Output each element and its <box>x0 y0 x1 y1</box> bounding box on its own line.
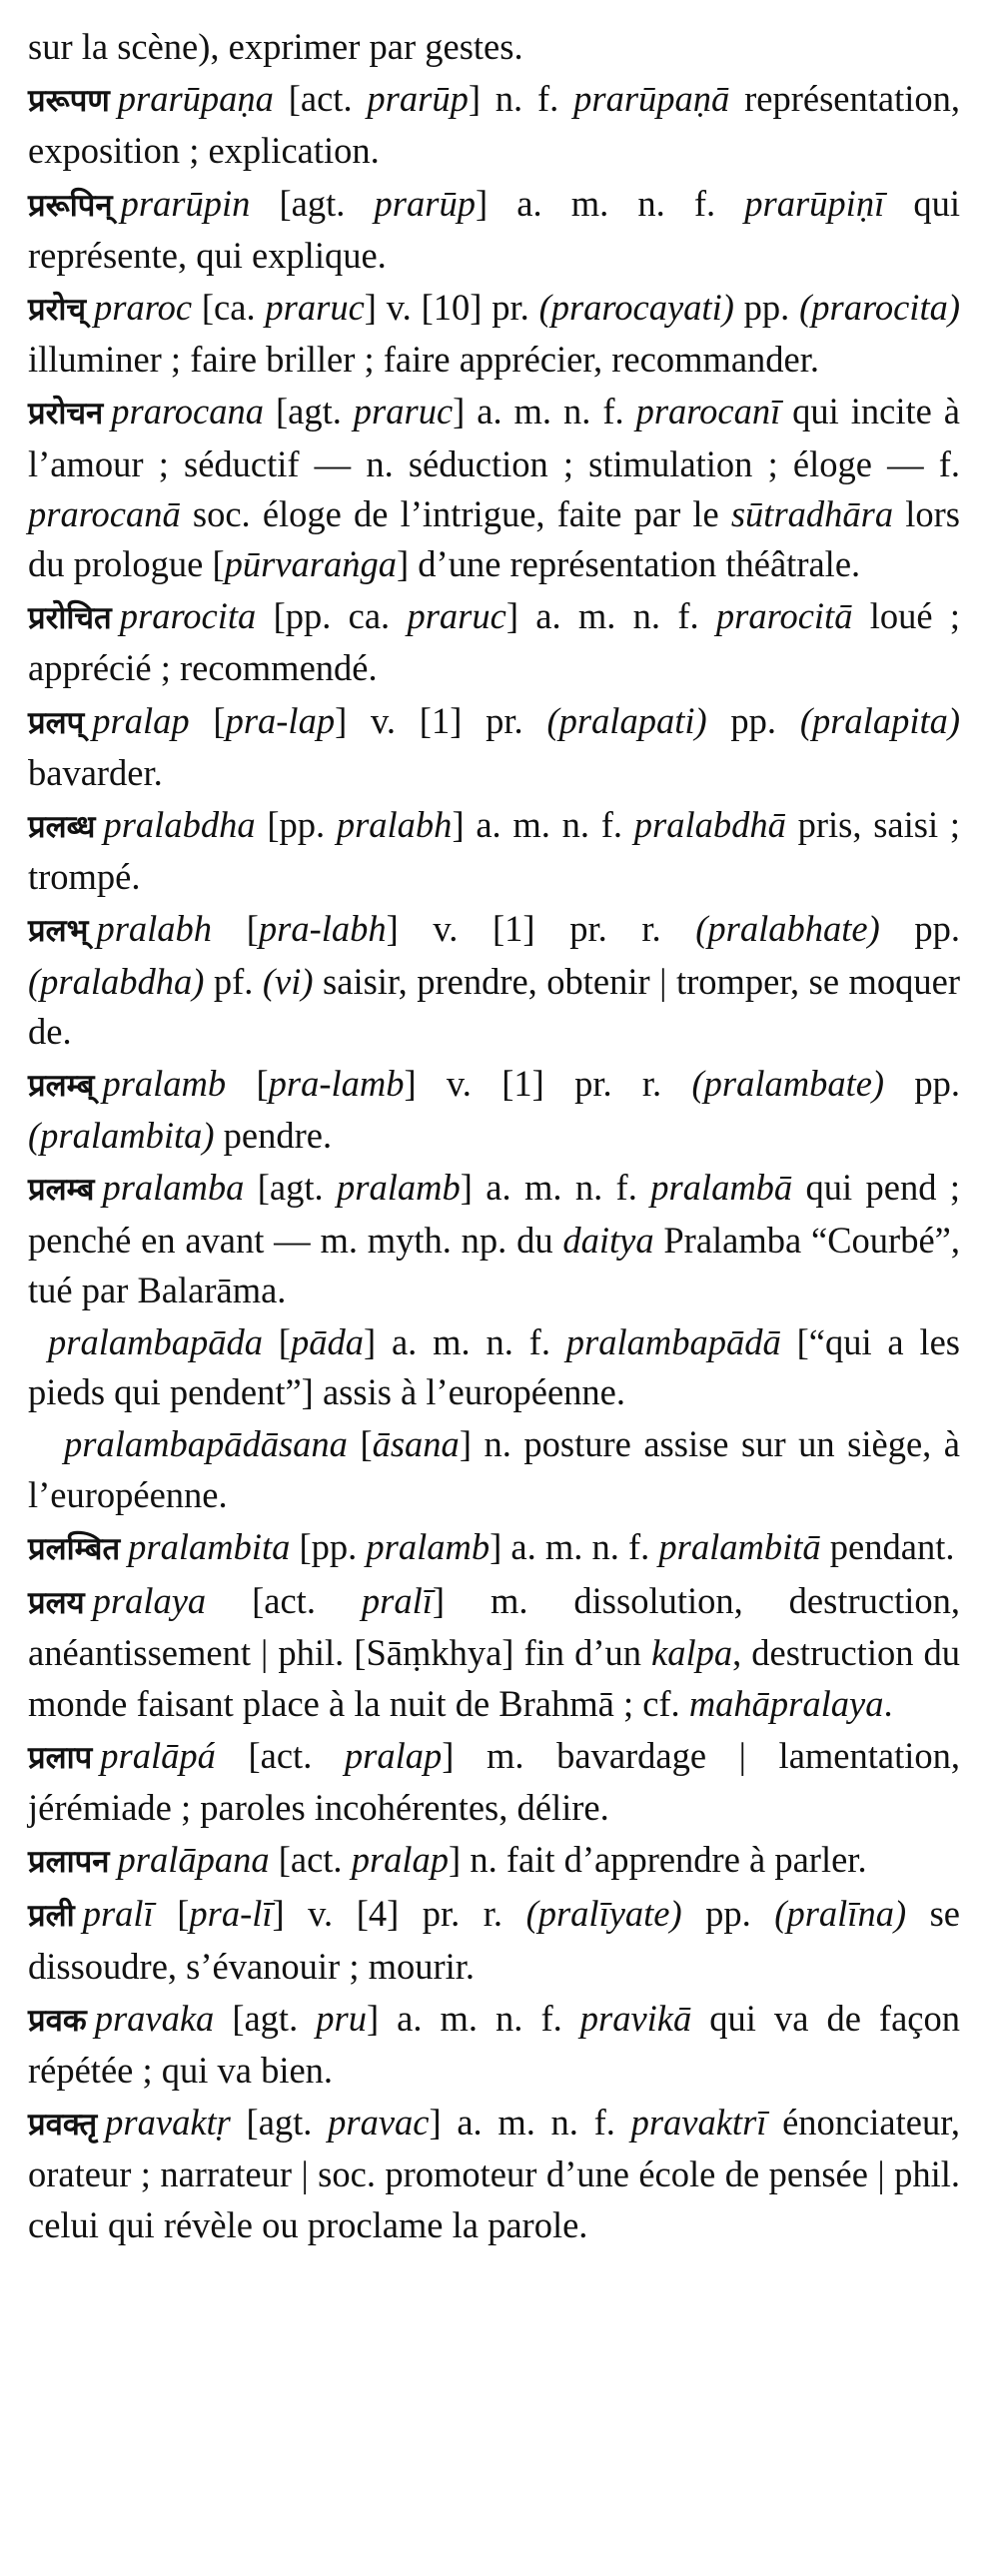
italic-term: (pralīna) <box>774 1893 907 1935</box>
entry-text: [act. <box>273 78 368 120</box>
italic-term: pralamb <box>337 1167 461 1209</box>
italic-term: prarūpaṇa <box>117 78 274 120</box>
entry-text: [“qui a les pieds qui pendent”] assis à l’européenne. <box>28 1321 961 1413</box>
entry-text: pris, saisi ; trompé. <box>28 804 960 898</box>
entry-text: pf. <box>204 960 263 1002</box>
dictionary-entry <box>28 800 960 902</box>
italic-term: pru <box>316 1997 367 2039</box>
italic-term: pralamba <box>102 1167 245 1209</box>
headword-devanagari: प्रलम्ब् <box>28 1068 95 1105</box>
entry-text: , destruction du monde faisant place à la nuit de Brahmā ; cf. <box>28 1632 960 1724</box>
italic-term: pralāpá <box>100 1734 216 1776</box>
italic-term: pralambapādā <box>565 1321 781 1363</box>
dictionary-entry <box>28 1994 960 2096</box>
italic-term: prarūpin <box>120 182 251 224</box>
italic-term: pralap <box>351 1839 450 1881</box>
entry-text: représentation, exposition ; explication. <box>28 78 960 172</box>
entry-text: [pp. <box>255 804 337 846</box>
dictionary-entry <box>28 591 960 693</box>
entry-text: ] a. m. n. f. <box>366 1997 580 2039</box>
dictionary-entry <box>28 387 960 589</box>
entry-text: ] a. m. n. f. <box>453 391 636 432</box>
italic-term: pra-lap <box>225 699 336 741</box>
entry-text: pp. <box>884 1063 960 1105</box>
dictionary-entry <box>28 74 960 176</box>
italic-term: pralamb <box>102 1063 227 1105</box>
sub-entry <box>28 1419 960 1519</box>
dictionary-entry <box>28 696 960 798</box>
italic-term: pralāpana <box>117 1839 270 1881</box>
italic-term: (prarocayati) <box>538 287 734 329</box>
entry-text: ] v. [1] pr. r. <box>404 1063 692 1105</box>
dictionary-entry <box>28 904 960 1057</box>
entry-text: qui incite à l’amour ; séductif — n. séduction ; stimulation ; éloge — f. <box>28 391 961 484</box>
italic-term: pralamb <box>366 1525 491 1567</box>
entry-text: se dissoudre, s’évanouir ; mourir. <box>28 1893 961 1987</box>
entry-text: ] a. m. n. f. <box>363 1321 566 1363</box>
entry-text: ] v. [4] pr. r. <box>272 1893 526 1935</box>
entry-text: ] v. [10] pr. <box>364 287 539 329</box>
dictionary-entry <box>28 283 960 385</box>
italic-term: pralambapādāsana <box>64 1423 348 1465</box>
entry-text: Pralamba “Courbé”, tué par Balarāma. <box>28 1219 960 1310</box>
entry-text: bavarder. <box>28 751 163 793</box>
italic-term: pravaktrī <box>630 2102 767 2144</box>
headword-devanagari: प्ररूपण <box>28 83 110 120</box>
italic-term: pra-lamb <box>268 1063 405 1105</box>
entry-text: ] a. m. n. f. <box>505 595 716 637</box>
dictionary-entry <box>28 1835 960 1887</box>
italic-term: pralambita <box>128 1525 291 1567</box>
italic-term: (pralabdha) <box>28 960 205 1002</box>
italic-term: (pralabhate) <box>695 908 880 950</box>
entry-text: ] v. [1] pr. r. <box>386 908 696 950</box>
italic-term: prarūpiṇī <box>744 182 885 224</box>
entry-text: qui pend ; penché en avant — m. myth. np. du <box>28 1167 961 1261</box>
italic-term: pūrvaraṅga <box>224 543 398 585</box>
entry-text: [ <box>212 908 259 950</box>
sub-entry <box>28 1317 960 1417</box>
italic-term: pralabh <box>96 908 213 950</box>
headword-devanagari: प्ररूपिन् <box>28 187 113 224</box>
entry-text: [agt. <box>250 182 375 224</box>
italic-term: pāda <box>290 1321 364 1363</box>
entry-text: [act. <box>206 1580 362 1622</box>
entry-text: qui représente, qui explique. <box>28 182 960 276</box>
entry-text: [ <box>262 1321 291 1363</box>
entry-text: [pp. ca. <box>256 595 408 637</box>
italic-term: pralap <box>92 699 190 741</box>
italic-term: (vi) <box>262 960 314 1002</box>
italic-term: pravac <box>328 2102 430 2144</box>
italic-term: praruc <box>353 391 454 432</box>
italic-term: prarūp <box>374 182 476 224</box>
headword-devanagari: प्रलापन <box>28 1844 110 1881</box>
dictionary-entry <box>28 1059 960 1161</box>
headword-devanagari: प्रवक <box>28 2002 87 2039</box>
headword-devanagari: प्रवक्तृ <box>28 2107 98 2144</box>
italic-term: pralabh <box>336 804 453 846</box>
italic-term: sūtradhāra <box>730 492 894 534</box>
entry-text: ] n. fait d’apprendre à parler. <box>449 1839 867 1881</box>
entry-text: pendre. <box>214 1115 333 1157</box>
entry-text: [agt. <box>230 2102 329 2144</box>
entry-text: pp. <box>706 699 800 741</box>
entry-text: ] a. m. n. f. <box>429 2102 631 2144</box>
italic-term: pralī <box>82 1893 154 1935</box>
italic-term: praruc <box>407 595 506 637</box>
entry-text: soc. éloge de l’intrigue, faite par le <box>180 492 731 534</box>
italic-term: pravaktṛ <box>105 2102 231 2144</box>
entry-text: pp. <box>879 908 961 950</box>
italic-term: pralap <box>344 1734 443 1776</box>
italic-term: prarocitā <box>715 595 853 637</box>
italic-term: pralabdhā <box>633 804 786 846</box>
italic-term: praroc <box>94 287 193 329</box>
entry-text: [ <box>189 699 226 741</box>
entry-text: ] a. m. n. f. <box>475 182 745 224</box>
dictionary-entry <box>28 1522 960 1574</box>
entry-text: . <box>883 1682 893 1724</box>
italic-term: (pralapati) <box>546 699 707 741</box>
headword-devanagari: प्ररोचन <box>28 396 104 432</box>
entry-text: ] v. [1] pr. <box>335 699 547 741</box>
italic-term: (pralīyate) <box>525 1893 682 1935</box>
entry-text: [act. <box>215 1734 345 1776</box>
entry-text: ] a. m. n. f. <box>460 1167 651 1209</box>
entry-text: [agt. <box>214 1997 317 2039</box>
entry-text: [act. <box>269 1839 352 1881</box>
headword-devanagari: प्रली <box>28 1898 75 1935</box>
italic-term: āsana <box>372 1423 460 1465</box>
entry-text: ] m. dissolution, destruction, anéantissement | phil. [Sāṃkhya] fin d’un <box>28 1580 960 1674</box>
entry-continuation <box>28 22 960 72</box>
entry-text: [ <box>153 1893 190 1935</box>
italic-term: pra-lī <box>189 1893 273 1935</box>
italic-term: pralambapāda <box>48 1321 263 1363</box>
entry-text: énonciateur, orateur ; narrateur | soc. promoteur d’une école de pensée | phil. celui qui révèle ou proclame la parole. <box>28 2102 961 2245</box>
headword-devanagari: प्ररोच् <box>28 292 87 329</box>
entry-text: [ca. <box>192 287 266 329</box>
entry-text: ] m. bavardage | lamentation, jérémiade ; paroles incohérentes, délire. <box>28 1734 960 1828</box>
italic-term: pra-labh <box>258 908 387 950</box>
entry-text: qui va de façon répétée ; qui va bien. <box>28 1997 960 2091</box>
headword-devanagari: प्ररोचित <box>28 600 112 637</box>
italic-term: pravaka <box>94 1997 215 2039</box>
entry-text: pp. <box>733 287 800 329</box>
italic-term: prarūpaṇā <box>573 78 730 120</box>
italic-term: pralabdha <box>103 804 256 846</box>
italic-term: daitya <box>562 1219 654 1261</box>
entry-text: lors du prologue [ <box>28 492 960 585</box>
dictionary-entry <box>28 1576 960 1729</box>
italic-term: pralaya <box>92 1580 207 1622</box>
dictionary-entry <box>28 1889 960 1991</box>
dictionary-entry <box>28 2098 960 2250</box>
entry-text: ] a. m. n. f. <box>452 804 634 846</box>
italic-term: praruc <box>265 287 365 329</box>
dictionary-entry <box>28 179 960 281</box>
entry-text: ] a. m. n. f. <box>490 1525 659 1567</box>
entry-text: [agt. <box>264 391 354 432</box>
italic-term: mahāpralaya <box>688 1682 884 1724</box>
italic-term: prarocanī <box>635 391 781 432</box>
entry-text: loué ; apprécié ; recommendé. <box>28 595 961 689</box>
entry-text: [ <box>226 1063 269 1105</box>
italic-term: prarocanā <box>28 492 181 534</box>
headword-devanagari: प्रलभ् <box>28 913 89 950</box>
italic-term: kalpa <box>651 1632 733 1674</box>
entry-text: ] n. posture assise sur un siège, à l’européenne. <box>28 1423 960 1515</box>
entry-text: illuminer ; faire briller ; faire apprécier, recommander. <box>28 339 820 381</box>
italic-term: (prarocita) <box>799 287 960 329</box>
italic-term: pravikā <box>579 1997 692 2039</box>
italic-term: (pralambita) <box>28 1115 215 1157</box>
entry-text: [ <box>347 1423 373 1465</box>
entry-text: pendant. <box>820 1525 955 1567</box>
headword-devanagari: प्रलय <box>28 1585 85 1622</box>
entry-text: [agt. <box>244 1167 338 1209</box>
italic-term: prarūp <box>367 78 469 120</box>
italic-term: prarocana <box>111 391 265 432</box>
entry-text: sur la scène), exprimer par gestes. <box>28 26 523 67</box>
italic-term: (pralapita) <box>799 699 960 741</box>
headword-devanagari: प्रलब्ध <box>28 809 96 846</box>
entry-text: ] d’une représentation théâtrale. <box>397 543 861 585</box>
dictionary-entry <box>28 1163 960 1315</box>
entry-text: ] n. f. <box>468 78 574 120</box>
headword-devanagari: प्रलम्ब <box>28 1172 95 1209</box>
entry-text: pp. <box>681 1893 775 1935</box>
headword-devanagari: प्रलप् <box>28 704 85 741</box>
italic-term: pralambitā <box>658 1525 821 1567</box>
dictionary-entry <box>28 1731 960 1833</box>
entry-text: [pp. <box>290 1525 367 1567</box>
headword-devanagari: प्रलाप <box>28 1739 93 1776</box>
italic-term: prarocita <box>119 595 257 637</box>
italic-term: (pralambate) <box>691 1063 885 1105</box>
entry-text: saisir, prendre, obtenir | tromper, se moquer de. <box>28 960 960 1052</box>
italic-term: pralambā <box>650 1167 793 1209</box>
italic-term: pralī <box>361 1580 433 1622</box>
headword-devanagari: प्रलम्बित <box>28 1530 121 1567</box>
